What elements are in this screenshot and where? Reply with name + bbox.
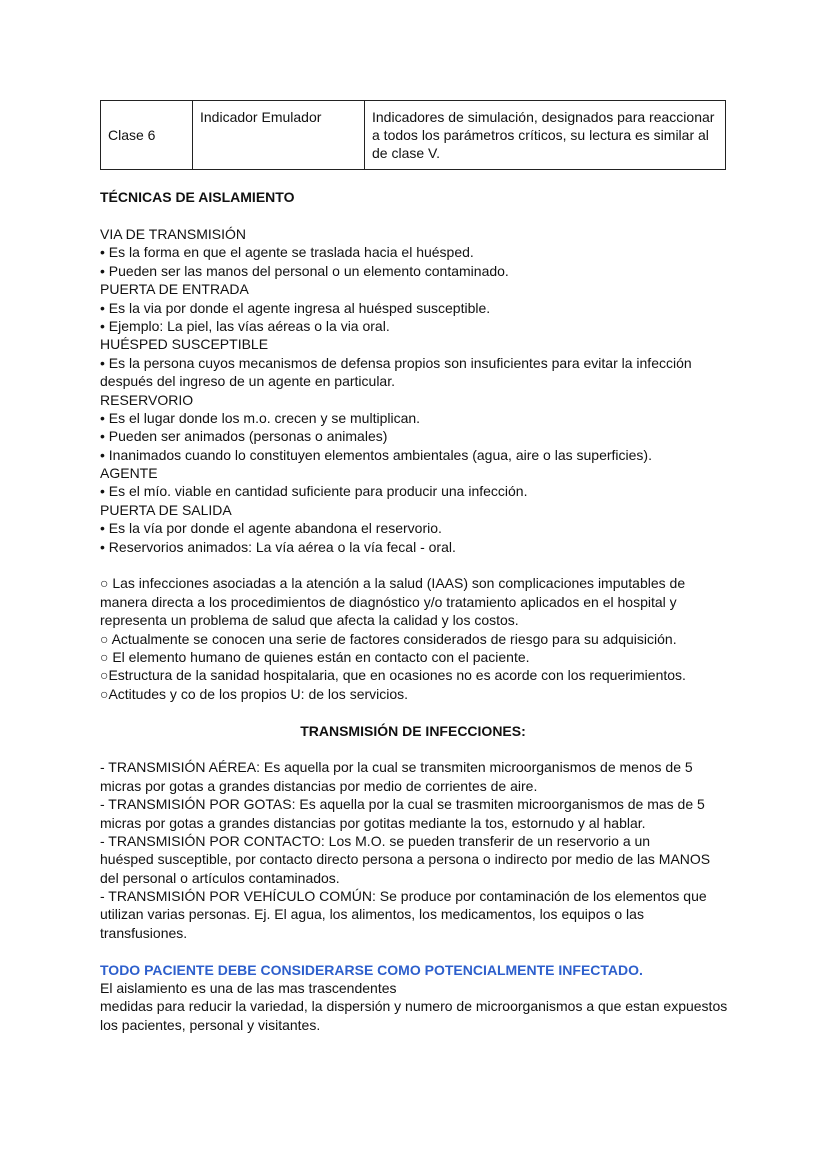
blank-line <box>100 942 740 960</box>
text-line: • Es la persona cuyos mecanismos de defensa propios son insuficientes para evitar la infección <box>100 354 692 371</box>
text-line: huésped susceptible, por contacto directo persona a persona o indirecto por medio de las MANOS <box>100 851 711 868</box>
highlight-warning: TODO PACIENTE DEBE CONSIDERARSE COMO POTENCIALMENTE INFECTADO. <box>100 961 643 978</box>
text-line: ○Actitudes y co de los propios U: de los servicios. <box>100 685 409 702</box>
description-line: a todos los parámetros críticos, su lectura es similar al <box>372 127 709 144</box>
text-line: VIA DE TRANSMISIÓN <box>100 226 246 242</box>
text-line: • Ejemplo: La piel, las vías aéreas o la via oral. <box>100 317 390 334</box>
description-line: de clase V. <box>372 145 440 162</box>
text-line: PUERTA DE SALIDA <box>100 501 232 518</box>
table-cell-class: Clase 6 <box>101 101 193 169</box>
text-line: • Reservorios animados: La vía aérea o la vía fecal - oral. <box>100 538 456 555</box>
text-line: HUÉSPED SUSCEPTIBLE <box>100 336 269 353</box>
blank-line <box>100 740 740 758</box>
text-line: ○ Las infecciones asociadas a la atención a la salud (IAAS) son complicaciones imputables de <box>100 575 686 592</box>
text-line: micras por gotas a grandes distancias por medio de corrientes de aire. <box>100 777 538 794</box>
text-line: • Es la vía por donde el agente abandona el reservorio. <box>100 520 442 537</box>
text-line: El aislamiento es una de las mas trascendentes <box>100 980 397 997</box>
text-line: ○ El elemento humano de quienes están en contacto con el paciente. <box>100 648 530 665</box>
text-line: AGENTE <box>100 465 158 482</box>
text-line: utilizan varias personas. Ej. El agua, los alimentos, los medicamentos, los equipos o las <box>100 906 644 923</box>
description-line: Indicadores de simulación, designados para reaccionar <box>372 109 715 125</box>
text-line: • Es la via por donde el agente ingresa al huésped susceptible. <box>100 299 491 316</box>
text-line: - TRANSMISIÓN POR VEHÍCULO COMÚN: Se produce por contaminación de los elementos que <box>100 888 707 905</box>
document-body <box>100 225 740 1034</box>
table-cell-type: Indicador Emulador <box>193 101 365 169</box>
indicator-table <box>100 100 726 170</box>
section-heading-aislamiento: TÉCNICAS DE AISLAMIENTO <box>100 189 295 205</box>
text-line: después del ingreso de un agente en particular. <box>100 373 395 390</box>
text-line: del personal o artículos contaminados. <box>100 869 340 886</box>
blank-line <box>100 703 740 721</box>
text-line: transfusiones. <box>100 924 188 941</box>
text-line: • Pueden ser las manos del personal o un elemento contaminado. <box>100 262 509 279</box>
text-line: ○Estructura de la sanidad hospitalaria, que en ocasiones no es acorde con los requerimientos. <box>100 667 686 684</box>
text-line: - TRANSMISIÓN POR CONTACTO: Los M.O. se pueden transferir de un reservorio a un <box>100 832 651 849</box>
text-line: • Es el lugar donde los m.o. crecen y se multiplican. <box>100 409 421 426</box>
text-line: PUERTA DE ENTRADA <box>100 281 249 298</box>
text-line: • Pueden ser animados (personas o animales) <box>100 428 388 445</box>
text-line: - TRANSMISIÓN AÉREA: Es aquella por la cual se transmiten microorganismos de menos de 5 <box>100 759 693 776</box>
table-cell-description <box>365 101 725 169</box>
text-line: manera directa a los procedimientos de diagnóstico y/o tratamiento aplicados en el hospital y <box>100 593 677 610</box>
text-line: - TRANSMISIÓN POR GOTAS: Es aquella por la cual se trasmiten microorganismos de mas de 5 <box>100 796 705 813</box>
text-line: micras por gotas a grandes distancias por gotitas mediante la tos, estornudo y al hablar. <box>100 814 646 831</box>
text-line: los pacientes, personal y visitantes. <box>100 1016 321 1033</box>
section-heading-transmision: TRANSMISIÓN DE INFECCIONES: <box>300 722 526 739</box>
blank-line <box>100 556 740 574</box>
text-line: ○ Actualmente se conocen una serie de factores considerados de riesgo para su adquisición. <box>100 630 677 647</box>
text-line: • Inanimados cuando lo constituyen elementos ambientales (agua, aire o las superficies). <box>100 446 652 463</box>
text-line: • Es la forma en que el agente se traslada hacia el huésped. <box>100 244 474 261</box>
text-line: medidas para reducir la variedad, la dispersión y numero de microorganismos a que estan expuestos <box>100 998 728 1015</box>
text-line: representa un problema de salud que afecta la calidad y los costos. <box>100 612 519 629</box>
text-line: RESERVORIO <box>100 391 194 408</box>
text-line: • Es el mío. viable en cantidad suficiente para producir una infección. <box>100 483 528 500</box>
